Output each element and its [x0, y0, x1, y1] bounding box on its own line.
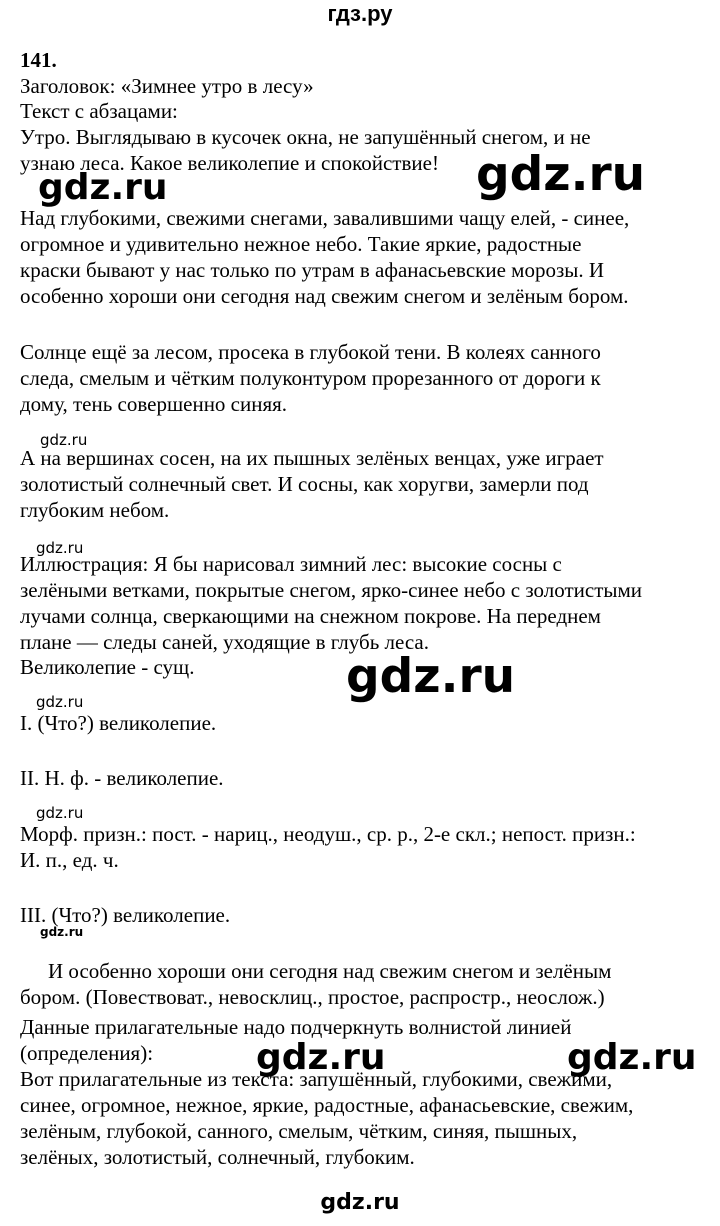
paragraph-3-line-3: дому, тень совершенно синяя.	[20, 392, 288, 416]
paragraph-4-line-1: А на вершинах сосен, на их пышных зелёных венцах, уже играет	[20, 446, 604, 470]
paragraph-2-line-4: особенно хороши они сегодня над свежим снегом и зелёным бором.	[20, 284, 629, 308]
task-number: 141.	[20, 48, 57, 72]
paragraph-3-line-1: Солнце ещё за лесом, просека в глубокой тени. В колеях санного	[20, 340, 601, 364]
illustration-line-4: плане — следы саней, уходящие в глубь леса.	[20, 630, 429, 654]
paragraph-3-line-2: следа, смелым и чётким полуконтуром прорезанного от дороги к	[20, 366, 601, 390]
adjectives-list-line-3: зелёным, глубокой, санного, смелым, чётким, синяя, пышных,	[20, 1119, 578, 1143]
site-header: гдз.ру	[327, 1, 393, 26]
watermark: gdz.ru	[40, 431, 88, 449]
watermark: gdz.ru	[476, 147, 646, 202]
adjectives-note-line-2: (определения):	[20, 1041, 154, 1065]
step-1: I. (Что?) великолепие.	[20, 711, 217, 735]
watermark: gdz.ru	[567, 1037, 697, 1078]
watermark: gdz.ru	[346, 649, 516, 704]
paragraph-1-line-1: Утро. Выглядываю в кусочек окна, не запушённый снегом, и не	[20, 125, 591, 149]
watermark: gdz.ru	[36, 804, 84, 822]
sentence-line-1: И особенно хороши они сегодня над свежим снегом и зелёным	[48, 959, 612, 983]
paragraph-2-line-3: краски бывают у нас только по утрам в афанасьевские морозы. И	[20, 258, 605, 282]
adjectives-list-line-4: зелёных, золотистый, солнечный, глубоким.	[20, 1145, 415, 1169]
paragraph-4-line-3: глубоким небом.	[20, 498, 170, 522]
adjectives-note-line-1: Данные прилагательные надо подчеркнуть волнистой линией	[20, 1015, 572, 1039]
illustration-line-3: лучами солнца, сверкающими на снежном покрове. На переднем	[20, 604, 601, 628]
text-label: Текст с абзацами:	[20, 99, 178, 123]
morph-line-1: Морф. призн.: пост. - нариц., неодуш., ср. р., 2-е скл.; непост. призн.:	[20, 822, 636, 846]
watermark: gdz.ru	[38, 167, 168, 208]
footer-watermark: gdz.ru	[320, 1190, 400, 1215]
step-3: III. (Что?) великолепие.	[20, 903, 231, 927]
paragraph-2-line-2: огромное и удивительно нежное небо. Такие яркие, радостные	[20, 232, 582, 256]
watermark: gdz.ru	[40, 925, 84, 939]
paragraph-4-line-2: золотистый солнечный свет. И сосны, как хоругви, замерли под	[20, 472, 589, 496]
illustration-line-2: зелёными ветками, покрытые снегом, ярко-синее небо с золотистыми	[20, 578, 643, 602]
watermark: gdz.ru	[256, 1037, 386, 1078]
step-2: II. Н. ф. - великолепие.	[20, 766, 224, 790]
adjectives-list-line-2: синее, огромное, нежное, яркие, радостные, афанасьевские, свежим,	[20, 1093, 634, 1117]
word-label: Великолепие - сущ.	[20, 655, 195, 679]
paragraph-2-line-1: Над глубокими, свежими снегами, завалившими чащу елей, - синее,	[20, 206, 630, 230]
sentence-line-2: бором. (Повествоват., невосклиц., простое, распростр., неослож.)	[20, 985, 605, 1009]
title-line: Заголовок: «Зимнее утро в лесу»	[20, 74, 314, 98]
illustration-line-1: Иллюстрация: Я бы нарисовал зимний лес: высокие сосны с	[20, 552, 562, 576]
adjectives-list-line-1: Вот прилагательные из текста: запушённый, глубокими, свежими,	[20, 1067, 613, 1091]
paragraph-1-line-2: узнаю леса. Какое великолепие и спокойствие!	[20, 151, 439, 175]
watermark: gdz.ru	[36, 539, 84, 557]
watermark: gdz.ru	[36, 693, 84, 711]
morph-line-2: И. п., ед. ч.	[20, 848, 119, 872]
